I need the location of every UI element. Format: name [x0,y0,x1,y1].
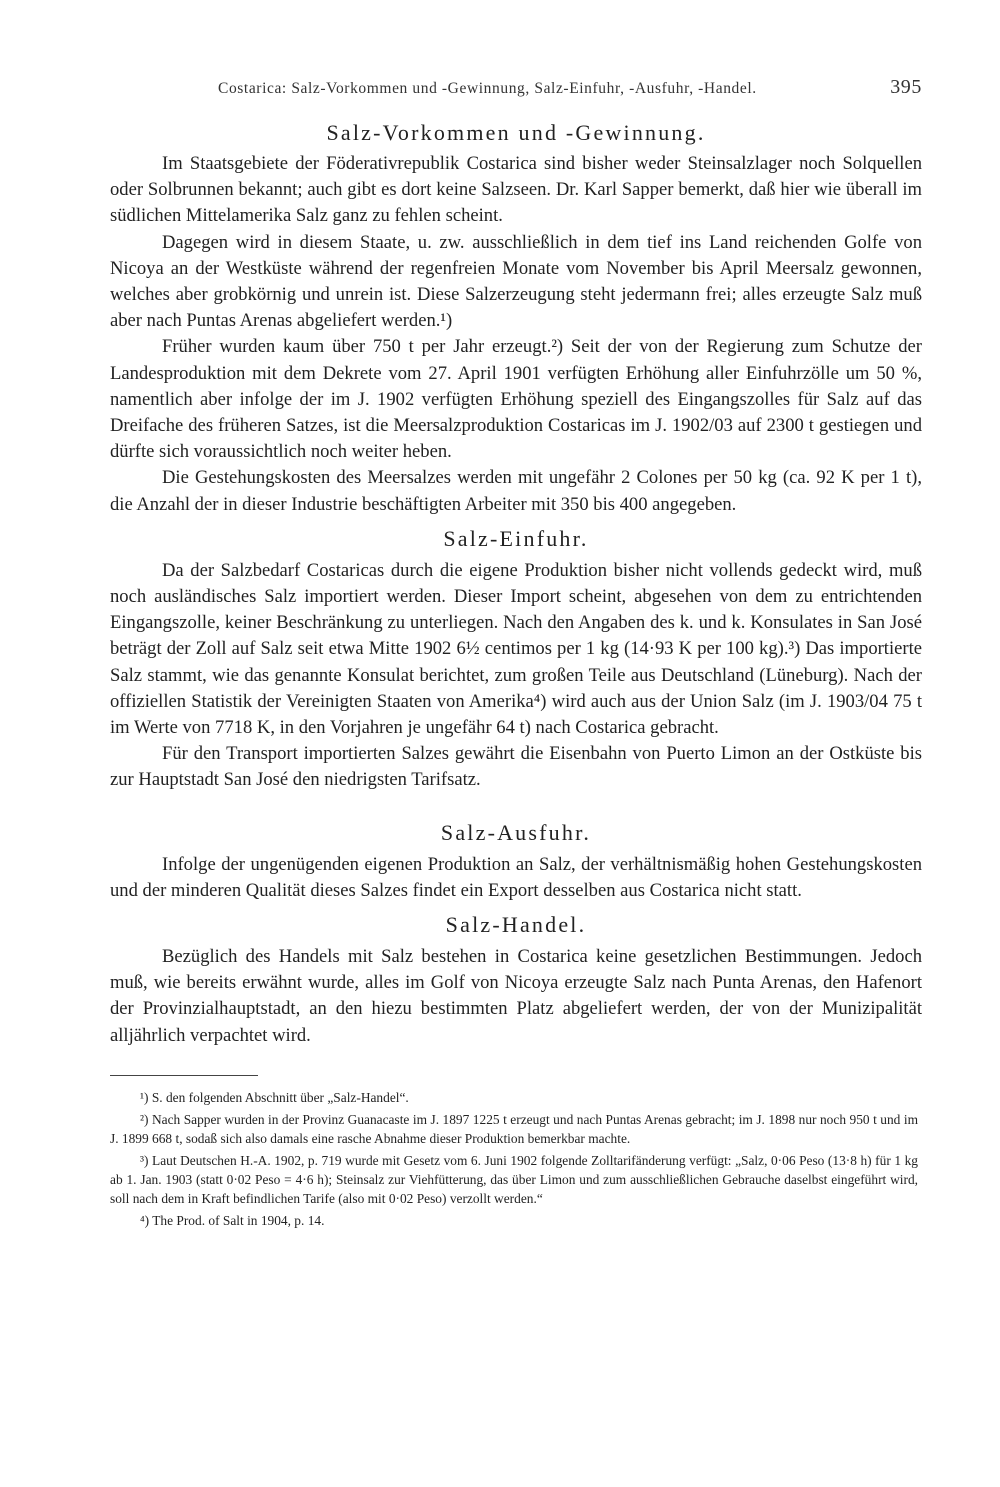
section-heading-einfuhr: Salz-Einfuhr. [443,525,589,551]
paragraph-handel-1: Bezüglich des Handels mit Salz bestehen in Costarica keine gesetzlichen Bestimmungen. Jedoch muß, wie bereits erwähnt wurde, alles im Golf von Nicoya erzeugte Salz nach Punta Arenas, den Hafenort der Provinzialhauptstadt, an den hiezu bestimmten Platz abgeliefert werden, der von der Munizipalität alljährlich verpachtet wird. [110,946,922,1046]
paragraph-vorkommen-1: Im Staatsgebiete der Föderativrepublik Costarica sind bisher weder Steinsalzlager noch Solquellen oder Solbrunnen bekannt; auch gibt es dort keine Salzseen. Dr. Karl Sapper bemerkt, daß hier wie überall im südlichen Mittelamerika Salz ganz zu fehlen scheint. [110,153,922,227]
paragraph-vorkommen-3: Früher wurden kaum über 750 t per Jahr erzeugt.²) Seit der von der Regierung zum Schutze der Landesproduktion mit dem Dekrete vom 27. April 1901 verfügten Erhöhung aller Einfuhrzölle um 50 %, namentlich aber infolge der im J. 1902 verfügten Erhöhung speziell des Eingangszolles für Salz auf das Dreifache des früheren Satzes, ist die Meersalzproduktion Costaricas im J. 1902/03 auf 2300 t gestiegen und dürfte sich voraussichtlich noch weiter heben. [110,336,922,463]
footnote-4: ⁴) The Prod. of Salt in 1904, p. 14. [140,1212,325,1228]
footnote-divider [110,1075,258,1076]
running-title: Costarica: Salz-Vorkommen und -Gewinnung, Salz-Einfuhr, -Ausfuhr, -Handel. [218,80,757,97]
paragraph-einfuhr-1: Da der Salzbedarf Costaricas durch die eigene Produktion bisher nicht vollends gedeckt wird, muß noch ausländisches Salz importiert werden. Dieser Import scheint, abgesehen von dem zu entrichtenden Eingangszolle, keiner Beschränkung zu unterliegen. Nach den Angaben des k. und k. Konsulates in San José beträgt der Zoll auf Salz seit etwa Mitte 1902 6½ centimos per 1 kg (14·93 K per 100 kg).³) Das importierte Salz stammt, wie das genannte Konsulat berichtet, zum großen Teile aus Deutschland (Lüneburg). Nach der offiziellen Statistik der Vereinigten Staaten von Amerika⁴) wird auch aus der Union Salz (im J. 1903/04 75 t im Werte von 7718 K, in den Vorjahren je ungefähr 64 t) nach Costarica gebracht. [110,559,922,739]
footnote-2: ²) Nach Sapper wurden in der Provinz Guanacaste im J. 1897 1225 t erzeugt und nach Puntas Arenas gebracht; im J. 1898 nur noch 950 t und im J. 1899 668 t, sodaß sich also damals eine rasche Abnahme dieser Produktion bemerkbar machte. [110,1111,918,1146]
paragraph-vorkommen-2: Dagegen wird in diesem Staate, u. zw. ausschließlich in dem tief ins Land reichenden Golfe von Nicoya an der Westküste während der regenfreien Monate vom November bis April Meersalz gewonnen, welches aber grobkörnig und unrein ist. Diese Salzerzeugung steht jedermann frei; alles erzeugte Salz muß aber nach Puntas Arenas abgeliefert werden.¹) [110,231,922,332]
footnotes [110,1088,918,1230]
running-header [110,70,922,110]
page-number: 395 [890,76,922,98]
footnote-3: ³) Laut Deutschen H.-A. 1902, p. 719 wurde mit Gesetz vom 6. Juni 1902 folgende Zolltarifänderung verfügt: „Salz, 0·06 Peso (13·8 h) für 1 kg ab 1. Jan. 1903 (statt 0·02 Peso = 4·6 h); Steinsalz zur Viehfütterung, das über Limon und zum ausschließlichen Gebrauche daselbst eingeführt wird, soll nach dem in Kraft befindlichen Tarife (also mit 0·02 Peso) verzollt werden.“ [110,1152,918,1206]
paragraph-einfuhr-2: Für den Transport importierten Salzes gewährt die Eisenbahn von Puerto Limon an der Ostküste bis zur Hauptstadt San José den niedrigsten Tarifsatz. [110,743,922,791]
paragraph-ausfuhr-1: Infolge der ungenügenden eigenen Produktion an Salz, der verhältnismäßig hohen Gestehungskosten und der minderen Qualität dieses Salzes findet ein Export desselben aus Costarica nicht statt. [110,853,922,901]
footnote-1: ¹) S. den folgenden Abschnitt über „Salz-Handel“. [140,1089,409,1105]
section-heading-vorkommen: Salz-Vorkommen und -Gewinnung. [326,120,706,145]
section-heading-ausfuhr: Salz-Ausfuhr. [440,819,592,845]
section-heading-handel: Salz-Handel. [445,912,587,938]
paragraph-vorkommen-4: Die Gestehungskosten des Meersalzes werden mit ungefähr 2 Colones per 50 kg (ca. 92 K per 1 t), die Anzahl der in dieser Industrie beschäftigten Arbeiter mit 350 bis 400 angegeben. [110,467,922,515]
